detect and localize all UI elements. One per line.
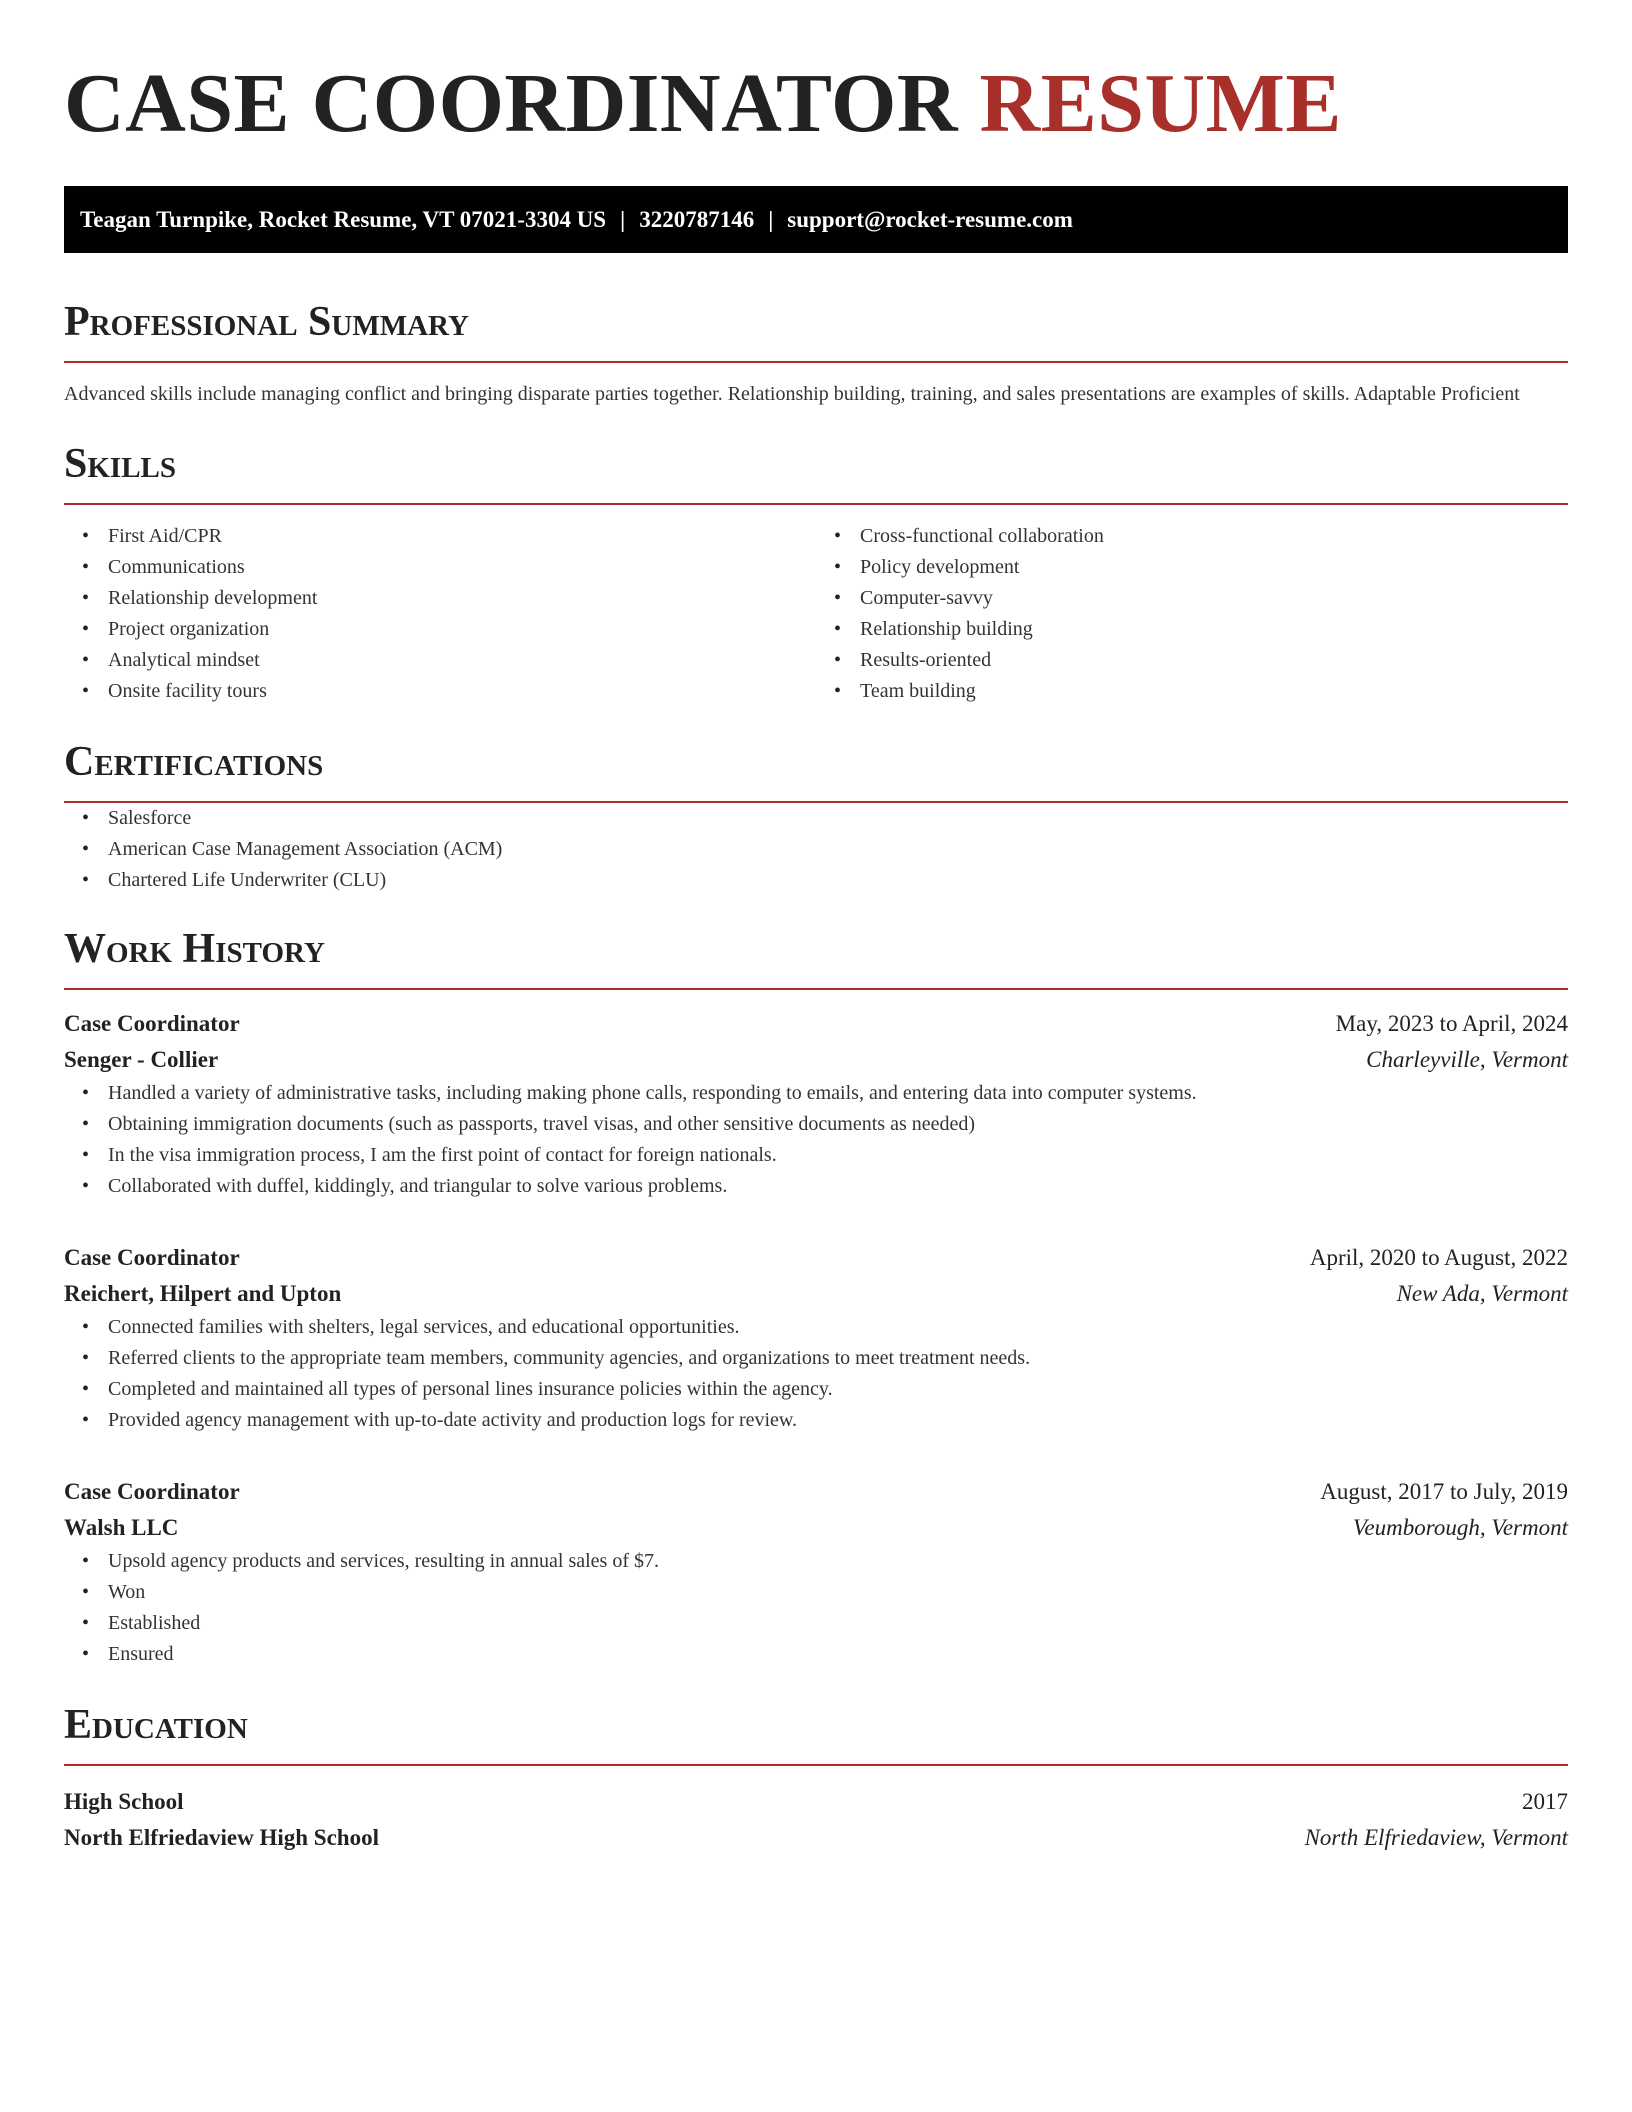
education-header	[64, 1784, 1568, 1820]
skill-item: • Policy development	[860, 552, 1568, 583]
job-dates: April, 2020 to August, 2022	[1309, 1245, 1568, 1270]
contact-separator: |	[768, 206, 774, 232]
contact-phone: 3220787146	[639, 206, 755, 232]
job-bullet: • Handled a variety of administrative tasks, including making phone calls, responding to emails, and entering data into computer systems.	[108, 1078, 1568, 1109]
certification-item: • Chartered Life Underwriter (CLU)	[108, 865, 1568, 896]
skill-item: • Analytical mindset	[108, 645, 816, 676]
education-entry	[64, 1784, 1568, 1856]
job-title: Case Coordinator	[64, 1245, 240, 1270]
contact-address: Teagan Turnpike, Rocket Resume, VT 07021-3304 US	[80, 206, 607, 232]
job-subheader	[64, 1276, 1568, 1312]
job-location: New Ada, Vermont	[1396, 1281, 1568, 1306]
title-main: CASE COORDINATOR	[64, 57, 959, 150]
education-year: 2017	[1522, 1789, 1568, 1814]
skill-item: • Results-oriented	[860, 645, 1568, 676]
job-bullet: • Won	[108, 1577, 1568, 1608]
skill-item: • Team building	[860, 676, 1568, 707]
summary-heading: Professional Summary	[64, 297, 1568, 363]
job-company: Senger - Collier	[64, 1047, 219, 1072]
job-bullet: • Collaborated with duffel, kiddingly, and triangular to solve various problems.	[108, 1171, 1568, 1202]
job-company: Walsh LLC	[64, 1515, 179, 1540]
job-bullet: • Established	[108, 1608, 1568, 1639]
education-subheader	[64, 1820, 1568, 1856]
job-header	[64, 1240, 1568, 1276]
resume-title	[64, 56, 1568, 152]
skills-grid	[64, 521, 1568, 707]
job-dates: August, 2017 to July, 2019	[1320, 1479, 1568, 1504]
skill-item: • Relationship development	[108, 583, 816, 614]
job-location: Veumborough, Vermont	[1352, 1515, 1568, 1540]
contact-bar	[64, 186, 1568, 253]
education-location: North Elfriedaview, Vermont	[1304, 1825, 1568, 1850]
job-company: Reichert, Hilpert and Upton	[64, 1281, 342, 1306]
skill-item: • Computer-savvy	[860, 583, 1568, 614]
certification-item: • American Case Management Association (ACM)	[108, 834, 1568, 865]
job-bullet: • Ensured	[108, 1639, 1568, 1670]
certifications-list	[64, 803, 1568, 896]
job-bullets	[64, 1312, 1568, 1436]
education-school: North Elfriedaview High School	[64, 1825, 379, 1850]
job-entry	[64, 1240, 1568, 1436]
contact-email: support@rocket-resume.com	[787, 206, 1073, 232]
job-subheader	[64, 1510, 1568, 1546]
job-bullet: • Referred clients to the appropriate team members, community agencies, and organizations to meet treatment needs.	[108, 1343, 1568, 1374]
job-bullets	[64, 1546, 1568, 1670]
job-bullet: • Connected families with shelters, legal services, and educational opportunities.	[108, 1312, 1568, 1343]
job-bullets	[64, 1078, 1568, 1202]
title-accent: RESUME	[979, 57, 1342, 150]
skill-item: • Communications	[108, 552, 816, 583]
work-history-heading: Work History	[64, 924, 1568, 990]
skill-item: • Onsite facility tours	[108, 676, 816, 707]
job-bullet: • Provided agency management with up-to-date activity and production logs for review.	[108, 1405, 1568, 1436]
skill-item: • Project organization	[108, 614, 816, 645]
job-entry	[64, 1474, 1568, 1670]
certifications-heading: Certifications	[64, 737, 1568, 803]
skills-heading: Skills	[64, 439, 1568, 505]
skill-item: • First Aid/CPR	[108, 521, 816, 552]
job-title: Case Coordinator	[64, 1479, 240, 1504]
skill-item: • Cross-functional collaboration	[860, 521, 1568, 552]
job-bullet: • In the visa immigration process, I am the first point of contact for foreign nationals.	[108, 1140, 1568, 1171]
job-subheader	[64, 1042, 1568, 1078]
job-header	[64, 1006, 1568, 1042]
job-bullet: • Upsold agency products and services, resulting in annual sales of $7.	[108, 1546, 1568, 1577]
skills-list-left	[64, 521, 816, 707]
job-location: Charleyville, Vermont	[1366, 1047, 1568, 1072]
education-degree: High School	[64, 1789, 184, 1814]
job-bullet: • Obtaining immigration documents (such as passports, travel visas, and other sensitive documents as needed)	[108, 1109, 1568, 1140]
contact-separator: |	[620, 206, 626, 232]
skills-list-right	[816, 521, 1568, 707]
job-entry	[64, 1006, 1568, 1202]
certification-item: • Salesforce	[108, 803, 1568, 834]
education-heading: Education	[64, 1700, 1568, 1766]
job-header	[64, 1474, 1568, 1510]
skill-item: • Relationship building	[860, 614, 1568, 645]
job-title: Case Coordinator	[64, 1011, 240, 1036]
job-bullet: • Completed and maintained all types of personal lines insurance policies within the agency.	[108, 1374, 1568, 1405]
job-dates: May, 2023 to April, 2024	[1335, 1011, 1568, 1036]
summary-text: Advanced skills include managing conflict and bringing disparate parties together. Relationship building, training, and sales presentations are examples of skills. Adaptable Proficient	[64, 383, 1520, 405]
